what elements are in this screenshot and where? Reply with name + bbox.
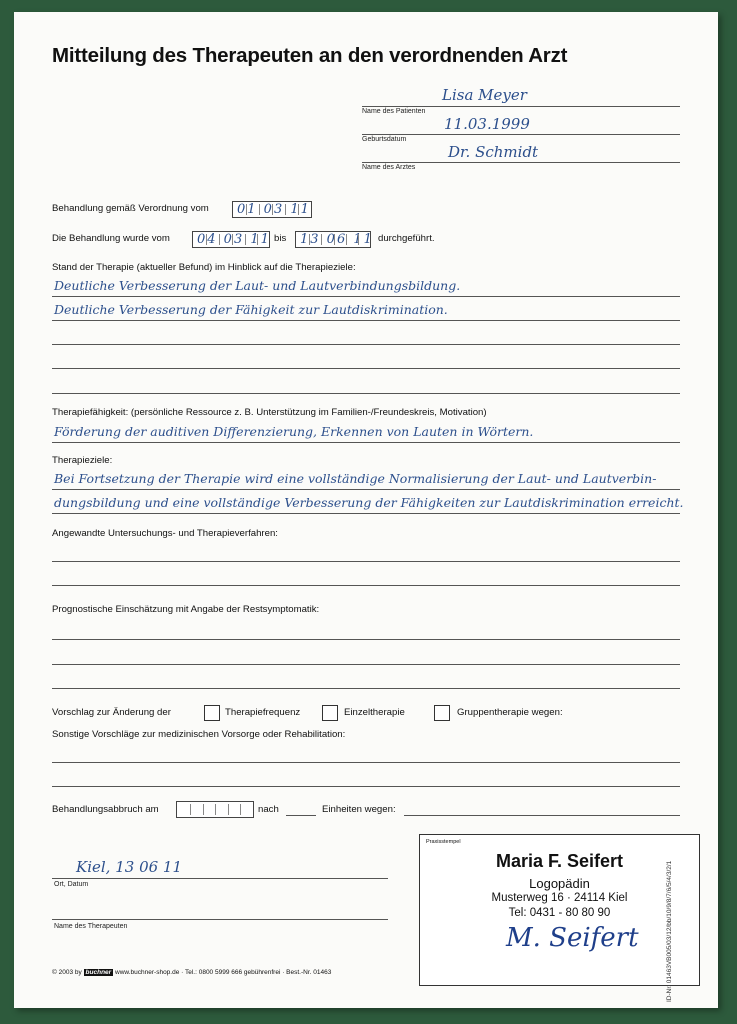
prognosis-label: Prognostische Einschätzung mit Angabe der Restsymptomatik: <box>52 604 320 615</box>
patient-name-value: Lisa Meyer <box>442 86 527 104</box>
treatment-from-value: 04 03 11 <box>197 232 271 247</box>
group-therapy-label: Gruppentherapie wegen: <box>457 707 563 718</box>
stamp-name: Maria F. Seifert <box>495 851 624 871</box>
therapy-frequency-label: Therapiefrequenz <box>225 707 301 718</box>
ruled-line <box>52 561 680 562</box>
ruled-line <box>52 296 680 297</box>
ruled-line <box>52 393 680 394</box>
ruled-line <box>52 786 680 787</box>
doctor-name-label: Name des Arztes <box>362 164 416 171</box>
doctor-name-value: Dr. Schmidt <box>448 143 539 161</box>
ruled-line <box>52 442 680 443</box>
goals-text-line1: Bei Fortsetzung der Therapie wird eine vollständige Normalisierung der Laut- und Lautverbin- <box>54 471 657 486</box>
prescription-label: Behandlung gemäß Verordnung vom <box>52 203 209 214</box>
place-date-label: Ort, Datum <box>54 881 89 888</box>
proposal-label: Vorschlag zur Änderung der <box>52 707 171 718</box>
stamp-phone: Tel: 0431 - 80 80 90 <box>508 907 611 919</box>
other-proposals-label: Sonstige Vorschläge zur medizinischen Vorsorge oder Rehabilitation: <box>52 729 346 740</box>
status-text-line2: Deutliche Verbesserung der Fähigkeit zur Lautdiskrimination. <box>54 302 448 317</box>
stamp-profession: Logopädin <box>529 876 590 891</box>
methods-label: Angewandte Untersuchungs- und Therapieverfahren: <box>52 528 278 539</box>
stamp-address: Musterweg 16 · 24114 Kiel <box>491 892 628 904</box>
treatment-suffix-label: durchgeführt. <box>378 233 435 244</box>
treatment-from-field[interactable] <box>192 231 270 248</box>
abort-date-field[interactable] <box>176 801 254 818</box>
form-sheet <box>14 12 718 1008</box>
ruled-line <box>52 320 680 321</box>
therapist-name-line <box>52 919 388 920</box>
goals-label: Therapieziele: <box>52 455 113 466</box>
ruled-line <box>52 344 680 345</box>
abort-label: Behandlungsabbruch am <box>52 804 159 815</box>
ability-label: Therapiefähigkeit: (persönliche Ressource z. B. Unterstützung im Familien-/Freundeskreis, Motivation) <box>52 407 487 418</box>
footer <box>52 969 331 976</box>
footer-brand-logo: buchner <box>85 969 112 976</box>
birthdate-line <box>362 134 680 135</box>
ruled-line <box>52 762 680 763</box>
patient-name-line <box>362 106 680 107</box>
therapist-name-label: Name des Therapeuten <box>54 923 128 930</box>
treatment-bis-label: bis <box>274 233 287 244</box>
birthdate-label: Geburtsdatum <box>362 136 407 143</box>
footer-text: www.buchner-shop.de · Tel.: 0800 5999 666 gebührenfrei · Best.-Nr. 01463 <box>115 969 332 976</box>
doctor-name-line <box>362 162 680 163</box>
abort-units-label: Einheiten wegen: <box>322 804 396 815</box>
status-text-line1: Deutliche Verbesserung der Laut- und Lautverbindungsbildung. <box>54 278 461 293</box>
abort-nach-label: nach <box>258 804 279 815</box>
single-therapy-checkbox[interactable] <box>322 705 338 721</box>
ruled-line <box>52 585 680 586</box>
ruled-line <box>52 664 680 665</box>
group-therapy-checkbox[interactable] <box>434 705 450 721</box>
patient-name-label: Name des Patienten <box>362 108 426 115</box>
therapy-frequency-checkbox[interactable] <box>204 705 220 721</box>
side-id-code: ID-Nr. 01463VB005/03/12/bb/10/9/8/7/6/5/4/3/2/1 <box>666 860 673 1002</box>
stamp-label: Praxisstempel <box>426 839 461 845</box>
signature: M. Seifert <box>506 923 639 953</box>
goals-text-line2: dungsbildung und eine vollständige Verbesserung der Fähigkeiten zur Lautdiskrimination erreicht. <box>54 495 684 510</box>
status-label: Stand der Therapie (aktueller Befund) im Hinblick auf die Therapieziele: <box>52 262 356 273</box>
practice-stamp-box <box>419 834 700 986</box>
single-therapy-label: Einzeltherapie <box>344 707 405 718</box>
footer-copyright: © 2003 by <box>52 969 82 976</box>
form-title: Mitteilung des Therapeuten an den verordnenden Arzt <box>52 44 568 67</box>
prescription-date-value: 01 03 11 <box>237 202 311 217</box>
prescription-date-field[interactable] <box>232 201 312 218</box>
treatment-to-field[interactable] <box>295 231 374 248</box>
ruled-line <box>52 489 680 490</box>
ruled-line <box>52 639 680 640</box>
place-date-value: Kiel, 13 06 11 <box>76 858 183 876</box>
treatment-to-value: 13 06 11 <box>300 232 374 247</box>
ruled-line <box>52 513 680 514</box>
ruled-line <box>52 368 680 369</box>
place-date-line <box>52 878 388 879</box>
birthdate-value: 11.03.1999 <box>444 115 530 133</box>
abort-reason-line[interactable] <box>404 815 680 816</box>
abort-units-line[interactable] <box>286 815 316 816</box>
ability-text-line1: Förderung der auditiven Differenzierung, Erkennen von Lauten in Wörtern. <box>54 424 534 439</box>
ruled-line <box>52 688 680 689</box>
treatment-period-label: Die Behandlung wurde vom <box>52 233 170 244</box>
